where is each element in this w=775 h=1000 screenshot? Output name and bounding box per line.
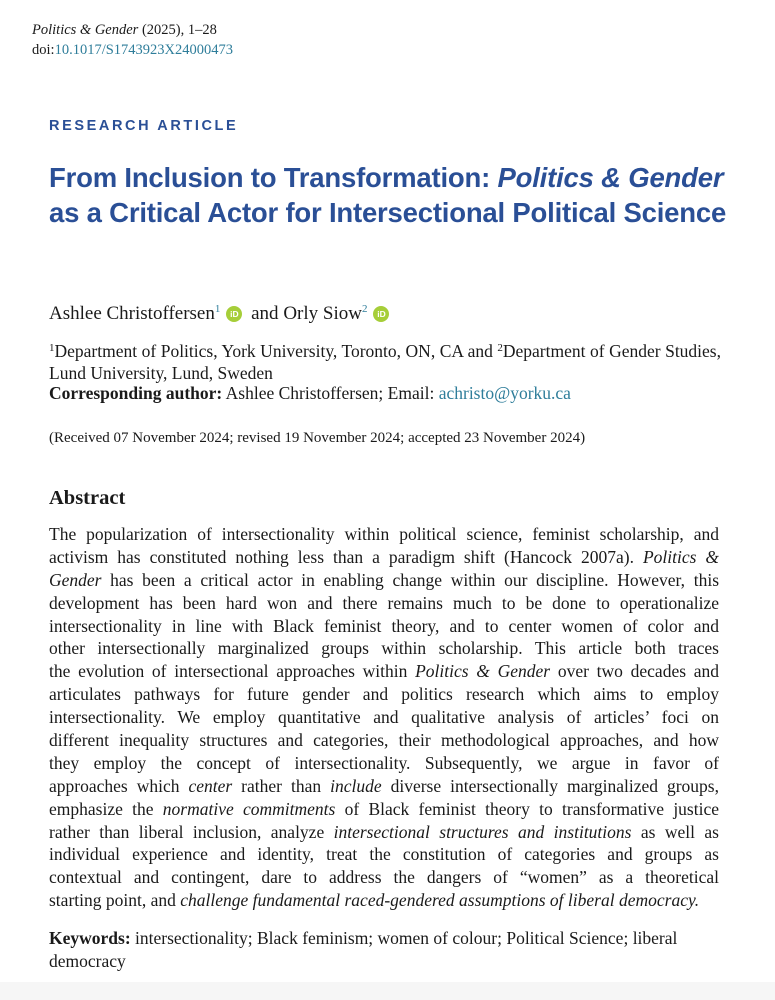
- journal-citation: [32, 20, 233, 40]
- volume-info: (2025), 1–28: [138, 22, 217, 38]
- article-type-label: RESEARCH ARTICLE: [49, 118, 239, 134]
- title-journal-italic: Politics & Gender: [497, 162, 724, 193]
- abstract-line: starting point, and challenge fundamental raced-gendered assumptions of liberal democracy.: [49, 890, 700, 911]
- abstract-line: other intersectionally marginalized groups within scholarship. This article both traces: [49, 638, 719, 659]
- article-title: [49, 160, 739, 230]
- abstract-line: approaches which center rather than include diverse intersectionally marginalized groups,: [49, 775, 719, 796]
- received-dates: (Received 07 November 2024; revised 19 November 2024; accepted 23 November 2024): [49, 430, 586, 446]
- abstract-italic: Politics & Gender: [415, 661, 551, 682]
- page-bottom-shade: [0, 982, 775, 1000]
- authors-joiner: and: [246, 303, 284, 324]
- journal-name: Politics & Gender: [32, 22, 139, 38]
- affil-marker: 2: [497, 342, 503, 354]
- corresponding-label: Corresponding author:: [49, 383, 223, 403]
- affil-marker: 1: [49, 342, 55, 354]
- abstract-italic: Gender: [49, 569, 102, 590]
- title-part-2: as a Critical Actor for Intersectional Political Science: [49, 197, 727, 228]
- affiliations: [49, 337, 721, 384]
- abstract-italic: include: [330, 775, 382, 796]
- abstract-line: individual experience and identity, treat the constitution of categories and groups as: [49, 844, 719, 865]
- keywords-label: Keywords:: [49, 928, 131, 948]
- author-affil-marker[interactable]: 2: [361, 303, 368, 315]
- abstract-line: activism has constituted nothing less than a paradigm shift (Hancock 2007a). Politics &: [49, 546, 719, 567]
- abstract-italic: challenge fundamental raced-gendered assumptions of liberal democracy.: [180, 890, 700, 911]
- abstract-line: rather than liberal inclusion, analyze intersectional structures and institutions as well as: [49, 821, 719, 842]
- abstract-italic: normative commitments: [162, 798, 336, 819]
- abstract-line: development has been hard won and there remains much to be done to operationalize: [49, 592, 719, 613]
- abstract-line: The popularization of intersectionality within political science, feminist scholarship, and: [49, 524, 719, 544]
- journal-header: [32, 20, 233, 60]
- keywords: [49, 927, 721, 972]
- email-link[interactable]: achristo@yorku.ca: [438, 383, 571, 403]
- doi-prefix: doi:: [32, 42, 55, 58]
- author-affil-marker[interactable]: 1: [214, 303, 221, 315]
- author-name[interactable]: Orly Siow: [283, 303, 362, 324]
- abstract-line: articulates pathways for future gender and politics research which aims to employ: [49, 684, 719, 705]
- abstract-line: intersectionality. We employ quantitative and qualitative analysis of articles’ foci on: [49, 707, 719, 728]
- orcid-icon[interactable]: iD: [226, 306, 242, 322]
- affiliation-1: Department of Politics, York University, Toronto, ON, CA and: [54, 341, 498, 361]
- abstract-line: they employ the concept of intersectionality. Subsequently, we argue in favor of: [49, 752, 719, 773]
- abstract-line: emphasize the normative commitments of Black feminist theory to transformative justice: [49, 798, 719, 819]
- doi-line: [32, 40, 233, 60]
- abstract-body: [49, 523, 719, 912]
- orcid-icon[interactable]: iD: [373, 306, 389, 322]
- abstract-line: the evolution of intersectional approaches within Politics & Gender over two decades and: [49, 661, 720, 682]
- title-part-1: From Inclusion to Transformation:: [49, 162, 498, 193]
- abstract-line: intersectionality in line with Black feminist theory, and to center women of color and: [49, 615, 719, 636]
- corresponding-text: Ashlee Christoffersen; Email:: [222, 383, 439, 403]
- abstract-line: contextual and contingent, dare to address the dangers of “women” as a theoretical: [49, 867, 719, 888]
- abstract-line: Gender has been a critical actor in enabling change within our discipline. However, this: [49, 569, 719, 590]
- author-name[interactable]: Ashlee Christoffersen: [49, 303, 215, 324]
- abstract-italic: center: [188, 775, 233, 796]
- author-list: [49, 296, 393, 327]
- abstract-heading: Abstract: [49, 487, 126, 509]
- corresponding-author: [49, 382, 571, 404]
- abstract-italic: intersectional structures and institutions: [333, 821, 632, 842]
- keywords-text: intersectionality; Black feminism; women of colour; Political Science; liberal democracy: [49, 928, 678, 971]
- abstract-italic: Politics &: [642, 546, 719, 567]
- affiliation-2: Department of Gender Studies, Lund University, Lund, Sweden: [49, 341, 721, 383]
- abstract-line: different inequality structures and categories, their methodological approaches, and how: [49, 730, 719, 751]
- doi-link[interactable]: 10.1017/S1743923X24000473: [54, 42, 234, 58]
